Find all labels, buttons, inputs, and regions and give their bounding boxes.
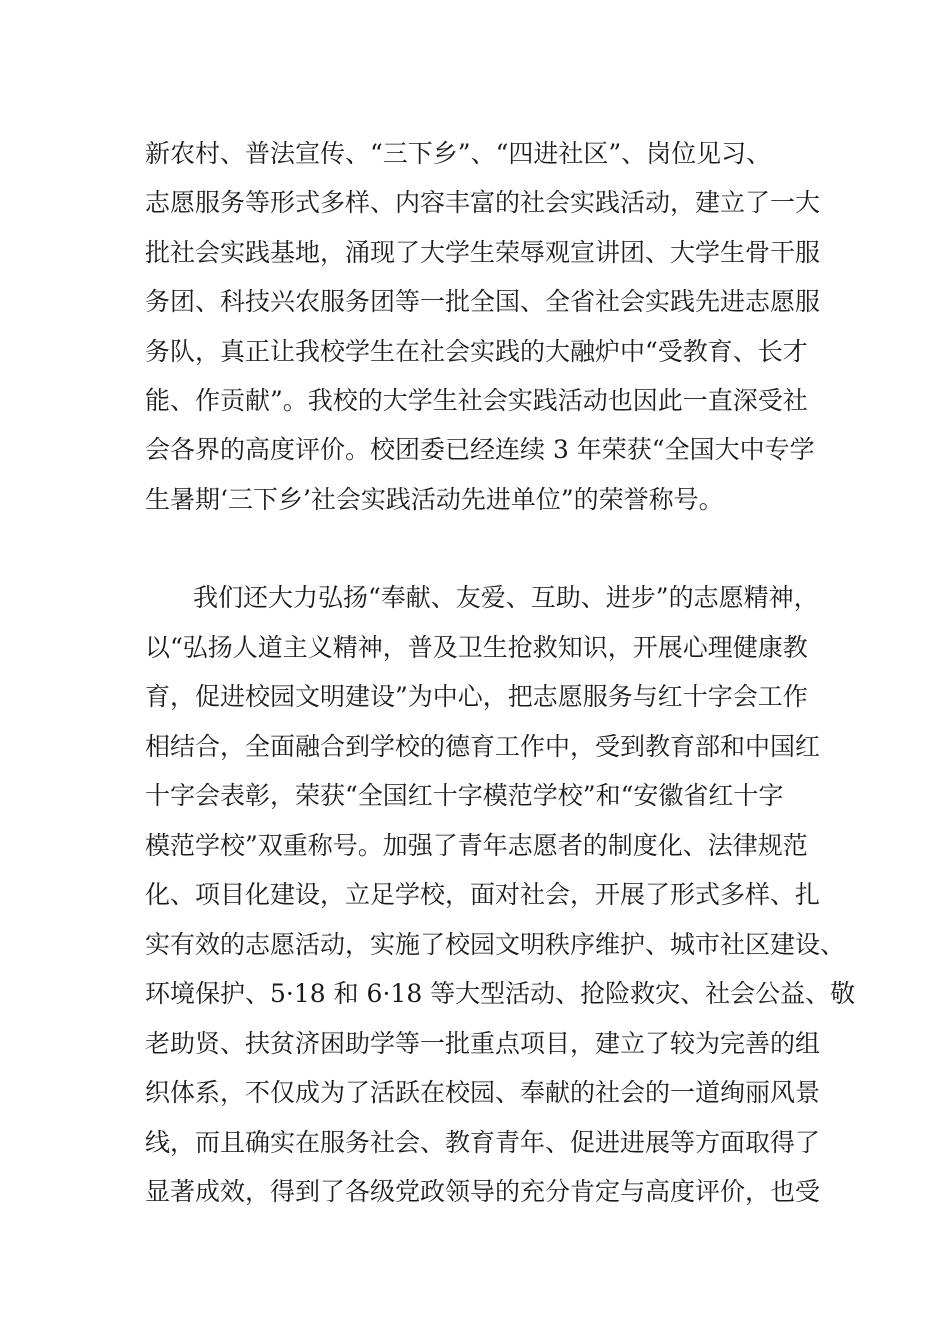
paragraph-line: 模范学校”双重称号。加强了青年志愿者的制度化、法律规范 — [145, 831, 808, 860]
paragraph-line: 我们还大力弘扬“奉献、友爱、互助、进步”的志愿精神， — [193, 583, 819, 612]
paragraph-line: 以“弘扬人道主义精神，普及卫生抢救知识，开展心理健康教 — [145, 633, 808, 662]
paragraph-line: 育，促进校园文明建设”为中心，把志愿服务与红十字会工作 — [145, 682, 808, 711]
paragraph-line: 环境保护、5·18 和 6·18 等大型活动、抢险救灾、社会公益、敬 — [145, 979, 856, 1008]
paragraph-line: 十字会表彰，荣获“全国红十字模范学校”和“安徽省红十字 — [145, 781, 784, 810]
paragraph-line: 会各界的高度评价。校团委已经连续 3 年荣获“全国大中专学 — [145, 435, 815, 464]
paragraph-line: 相结合，全面融合到学校的德育工作中，受到教育部和中国红 — [145, 732, 821, 761]
paragraph-line: 务队，真正让我校学生在社会实践的大融炉中“受教育、长才 — [145, 337, 808, 366]
paragraph-line: 生暑期‘三下乡’社会实践活动先进单位”的荣誉称号。 — [145, 485, 724, 514]
paragraph-line: 老助贤、扶贫济困助学等一批重点项目，建立了较为完善的组 — [145, 1029, 821, 1058]
paragraph-line: 线，而且确实在服务社会、教育青年、促进进展等方面取得了 — [145, 1128, 821, 1157]
paragraph-line: 批社会实践基地，涌现了大学生荣辱观宣讲团、大学生骨干服 — [145, 238, 821, 267]
paragraph-line: 志愿服务等形式多样、内容丰富的社会实践活动，建立了一大 — [145, 188, 821, 217]
paragraph-line: 务团、科技兴农服务团等一批全国、全省社会实践先进志愿服 — [145, 287, 821, 316]
paragraph-line: 显著成效，得到了各级党政领导的充分肯定与高度评价，也受 — [145, 1177, 821, 1206]
paragraph-line: 能、作贡献”。我校的大学生社会实践活动也因此一直深受社 — [145, 386, 808, 415]
paragraph-line: 实有效的志愿活动，实施了校园文明秩序维护、城市社区建设、 — [145, 930, 846, 959]
paragraph-line: 新农村、普法宣传、“三下乡”、“四进社区”、岗位见习、 — [145, 139, 772, 168]
paragraph-line: 化、项目化建设，立足学校，面对社会，开展了形式多样、扎 — [145, 880, 821, 909]
paragraph-line: 织体系，不仅成为了活跃在校园、奉献的社会的一道绚丽风景 — [145, 1078, 821, 1107]
